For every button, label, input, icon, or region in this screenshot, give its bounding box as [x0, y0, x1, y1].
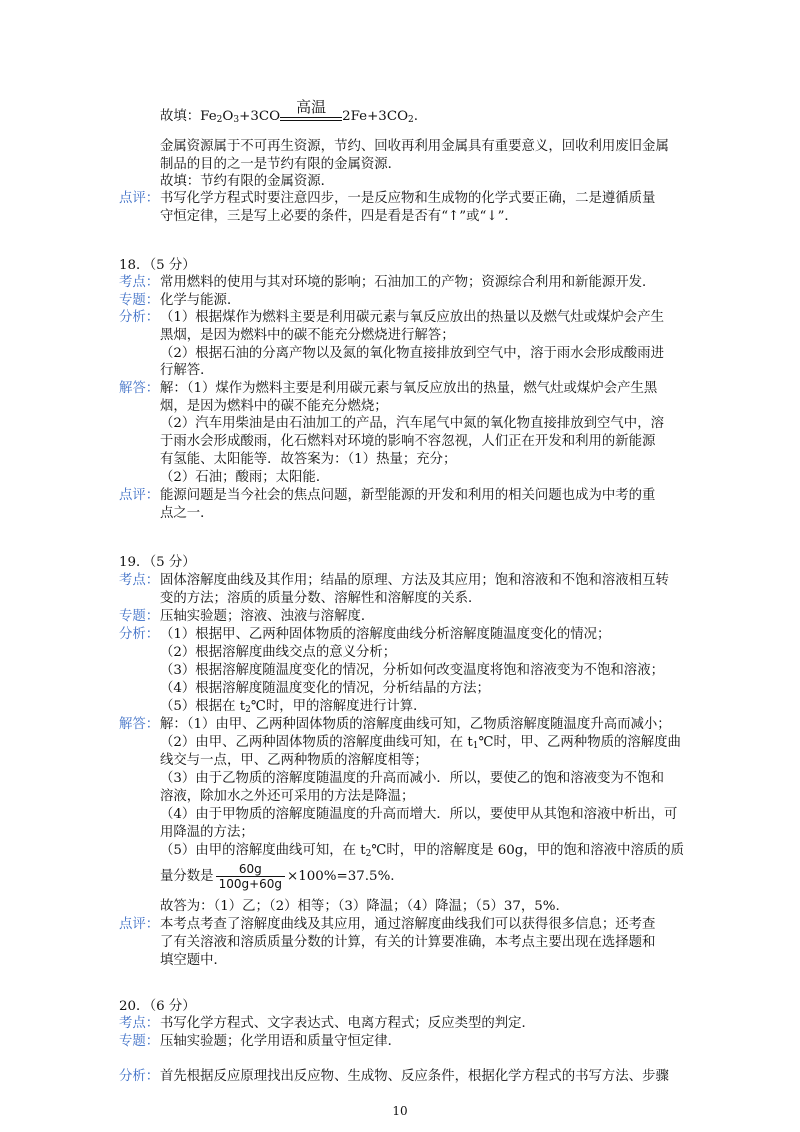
fenxi-line: （2）根据石油的分离产物以及氮的氧化物直接排放到空气中，溶于雨水会形成酸雨进	[160, 346, 664, 361]
fenxi-line: （5）根据在 $t_2℃$时，甲的溶解度进行计算．	[160, 699, 427, 715]
zhuanti-text: 化学与能源．	[160, 293, 241, 308]
jieda-line: （4）由于甲物质的溶解度随温度的升高而增大．所以，要使甲从其饱和溶液中析出，可	[160, 807, 678, 822]
kaodian-text: 书写化学方程式、文字表达式、电离方程式；反应类型的判定．	[160, 1016, 535, 1031]
jieda-line: 于雨水会形成酸雨，化石燃料对环境的影响不容忽视，人们正在开发和利用的新能源	[160, 434, 656, 449]
fenxi-line: 行解答．	[160, 363, 214, 378]
fenxi-line: （1）根据煤作为燃料主要是利用碳元素与氧反应放出的热量以及燃气灶或煤炉会产生	[160, 310, 664, 325]
dianping-line: 能源问题是当今社会的焦点问题，新型能源的开发和利用的相关问题也成为中考的重	[160, 488, 656, 503]
fenxi-label: 分析：	[119, 1069, 160, 1084]
fenxi-label: 分析：	[119, 310, 160, 325]
reaction-condition-arrow: 高温	[280, 108, 342, 126]
fenxi-line: 首先根据反应原理找出反应物、生成物、反应条件，根据化学方程式的书写方法、步骤	[160, 1069, 669, 1084]
question-header: 19．（5 分）	[119, 555, 196, 570]
fenxi-line: （1）根据甲、乙两种固体物质的溶解度曲线分析溶解度随温度变化的情况；	[160, 627, 611, 642]
jieda-label: 解答：	[119, 717, 160, 732]
zhuanti-label: 专题：	[119, 609, 160, 624]
jieda-line: （5）由甲的溶解度曲线可知，在 $t_2℃$时，甲的溶解度是 60g，甲的饱和溶液中溶质的质	[160, 843, 685, 859]
jieda-line: 解：（1）由甲、乙两种固体物质的溶解度曲线可知，乙物质溶解度随温度升高而减小；	[160, 717, 671, 732]
dianping-label: 点评：	[119, 488, 160, 503]
jieda-line: 溶液，除加水之外还可采用的方法是降温；	[160, 789, 415, 804]
comment-line: 书写化学方程式时要注意四步，一是反应物和生成物的化学式要正确，二是遵循质量	[160, 191, 656, 206]
dianping-line: 了有关溶液和溶质质量分数的计算，有关的计算要准确，本考点主要出现在选择题和	[160, 935, 656, 950]
jieda-line: 用降温的方法；	[160, 825, 254, 840]
calc-line: 量分数是 $\frac{60g}{100g+60g}$ ×100%=37.5%.	[160, 862, 395, 891]
jieda-line: （2）汽车用柴油是由石油加工的产品，汽车尾气中氮的氧化物直接排放到空气中，溶	[160, 416, 664, 431]
fenxi-label: 分析：	[119, 627, 160, 642]
comment-line: 守恒定律，三是写上必要的条件，四是看是否有“↑”或“↓”．	[160, 209, 518, 224]
kaodian-text: 常用燃料的使用与其对环境的影响；石油加工的产物；资源综合利用和新能源开发．	[160, 275, 656, 290]
fenxi-line: （3）根据溶解度随温度变化的情况，分析如何改变温度将饱和溶液变为不饱和溶液；	[160, 663, 664, 678]
jieda-line: （3）由于乙物质的溶解度随温度的升高而减小．所以，要使乙的饱和溶液变为不饱和	[160, 771, 664, 786]
paragraph-line: 故填：节约有限的金属资源．	[160, 174, 335, 189]
dianping-line: 填空题中．	[160, 953, 227, 968]
jieda-line: 有氢能、太阳能等．故答案为：（1）热量；充分；	[160, 452, 457, 467]
kaodian-label: 考点：	[119, 275, 160, 290]
jieda-line: 烟，是因为燃料中的碳不能充分燃烧；	[160, 399, 388, 414]
jieda-line: 解：（1）煤作为燃料主要是利用碳元素与氧反应放出的热量，燃气灶或煤炉会产生黑	[160, 381, 658, 396]
fenxi-line: 黑烟，是因为燃料中的碳不能充分燃烧进行解答；	[160, 328, 455, 343]
mass-fraction: $\frac{60g}{100g+60g}$	[216, 862, 285, 891]
paragraph-line: 金属资源属于不可再生资源，节约、回收再利用金属具有重要意义，回收利用废旧金属	[160, 139, 669, 154]
question-header: 18．（5 分）	[119, 258, 196, 273]
kaodian-label: 考点：	[119, 1016, 160, 1031]
kaodian-line: 变的方法；溶质的质量分数、溶解性和溶解度的关系．	[160, 591, 482, 606]
dianping-label: 点评：	[119, 917, 160, 932]
jieda-line: （2）由甲、乙两种固体物质的溶解度曲线可知，在 $t_1℃$时，甲、乙两种物质的溶解度曲	[160, 735, 681, 751]
zhuanti-label: 专题：	[119, 293, 160, 308]
comment-label: 点评：	[119, 191, 160, 206]
jieda-line: （2）石油；酸雨；太阳能．	[160, 470, 330, 485]
jieda-line: 线交与一点，甲、乙两种物质的溶解度相等；	[160, 753, 428, 768]
zhuanti-text: 压轴实验题；化学用语和质量守恒定律．	[160, 1034, 402, 1049]
kaodian-line: 固体溶解度曲线及其作用；结晶的原理、方法及其应用；饱和溶液和不饱和溶液相互转	[160, 573, 669, 588]
page-number: 10	[392, 1104, 408, 1118]
dianping-line: 点之一．	[160, 506, 214, 521]
equation-line: 故填：$Fe_2O_3+3CO$ 高温 $2Fe+3CO_2$.	[160, 98, 419, 125]
fenxi-line: （4）根据溶解度随温度变化的情况，分析结晶的方法；	[160, 681, 490, 696]
dianping-line: 本考点考查了溶解度曲线及其应用，通过溶解度曲线我们可以获得很多信息；还考查	[160, 917, 656, 932]
zhuanti-text: 压轴实验题；溶液、浊液与溶解度．	[160, 609, 375, 624]
jieda-label: 解答：	[119, 381, 160, 396]
answer-line: 故答为：（1）乙；（2）相等；（3）降温；（4）降温；（5）37，5%.	[160, 899, 560, 914]
kaodian-label: 考点：	[119, 573, 160, 588]
fenxi-line: （2）根据溶解度曲线交点的意义分析；	[160, 645, 397, 660]
zhuanti-label: 专题：	[119, 1034, 160, 1049]
paragraph-line: 制品的目的之一是节约有限的金属资源．	[160, 157, 402, 172]
question-header: 20．（6 分）	[119, 999, 196, 1014]
